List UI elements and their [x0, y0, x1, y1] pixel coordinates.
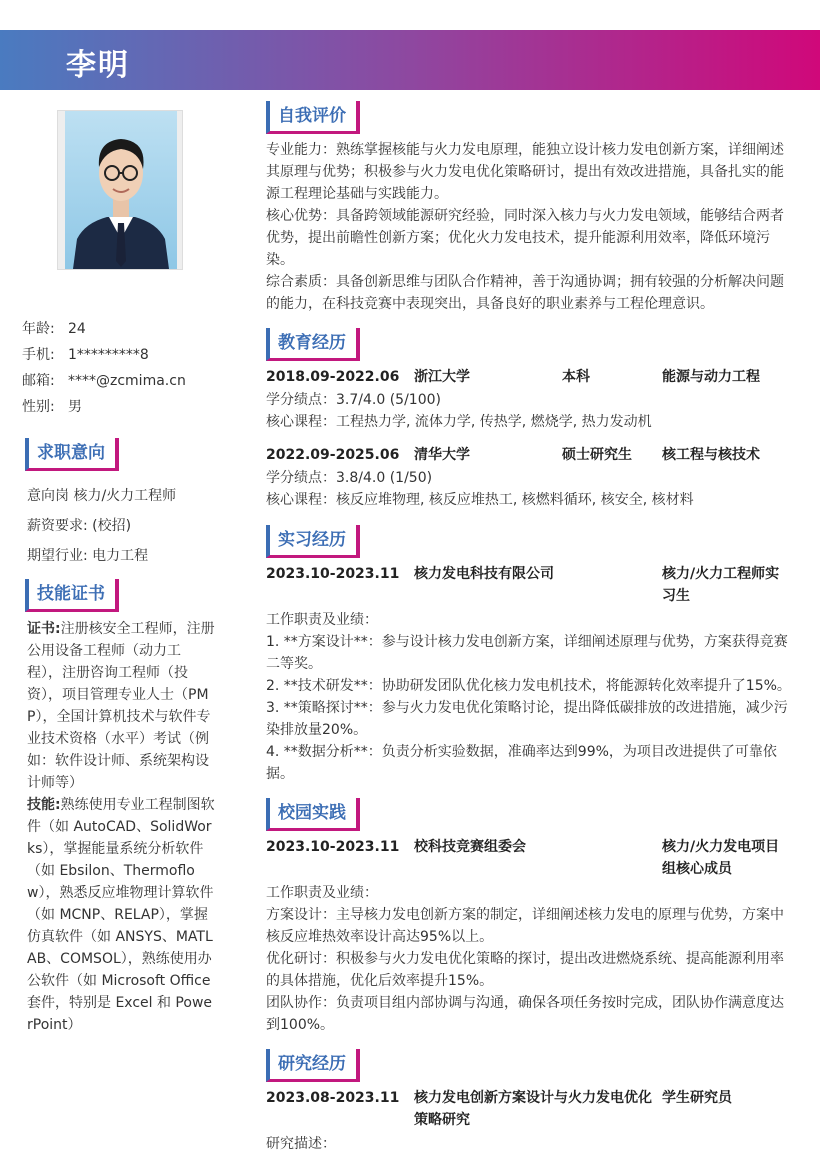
info-email: 邮箱: ****@zcmima.cn — [22, 373, 186, 389]
info-age: 年龄: 24 — [22, 321, 86, 337]
campus-row: 2023.10-2023.11 校科技竞赛组委会 核力/火力发电项目组核心成员 — [266, 839, 780, 877]
section-title-research: 研究经历 — [266, 1049, 360, 1082]
info-phone: 手机: 1*********8 — [22, 347, 149, 363]
section-title-intent: 求职意向 — [25, 438, 119, 471]
personal-info — [22, 316, 186, 420]
skills-details — [27, 618, 215, 1036]
research-row: 2023.08-2023.11 核力发电创新方案设计与火力发电优化策略研究 学生研究员 — [266, 1090, 732, 1128]
section-title-education: 教育经历 — [266, 328, 360, 361]
intern-details: 工作职责及业绩： 1. **方案设计**：参与设计核力发电创新方案，详细阐述原理与优势，方案获得竞赛二等奖。 2. **技术研发**：协助研发团队优化核力发电机技术，将能源转化效率提升了15%。 3. **策略探讨**：参与火力发电优化策略讨论，提出降低碳排放的改进措施，减少污染排放量20%。 4. **数据分析**：负责分析实验数据，准确率达到99%，为项目改进提供了可靠依据。 — [266, 612, 791, 782]
campus-details: 工作职责及业绩： 方案设计：主导核力发电创新方案的制定，详细阐述核力发电的原理与优势，方案中核反应堆热效率设计高达95%以上。 优化研讨：积极参与火力发电优化策略的探讨，提出改进燃烧系统、提高能源利用率的具体措施，优化后效率提升15%。 团队协作：负责项目组内部协调与沟通，确保各项任务按时完成，团队协作满意度达到100%。 — [266, 885, 784, 1033]
edu-details-2: 学分绩点：3.8/4.0 (1/50) 核心课程：核反应堆物理, 核反应堆热工, 核燃料循环, 核安全, 核材料 — [266, 470, 694, 508]
skill-block: 技能:熟练使用专业工程制图软件（如 AutoCAD、SolidWorks），掌握能量系统分析软件（如 Ebsilon、Thermoflow），熟悉反应堆物理计算软件（如 MCNP、RELAP），掌握仿真软件（如 ANSYS、MATLAB、COMSOL），熟练使用办公软件（如 Microsoft Office 套件，特别是 Excel 和 PowerPoint） — [27, 797, 215, 1033]
candidate-name: 李明 — [66, 48, 130, 83]
self-eval-text — [266, 139, 796, 315]
info-gender: 性别: 男 — [22, 399, 82, 415]
edu-details-1: 学分绩点：3.7/4.0 (5/100) 核心课程：工程热力学, 流体力学, 传热学, 燃烧学, 热力发动机 — [266, 392, 652, 430]
avatar — [65, 111, 177, 269]
intern-row: 2023.10-2023.11 核力发电科技有限公司 核力/火力工程师实习生 — [266, 566, 780, 604]
research-details: 研究描述： — [266, 1136, 336, 1152]
section-title-campus: 校园实践 — [266, 798, 360, 831]
intent-details — [27, 481, 215, 571]
self-eval-p1: 专业能力：熟练掌握核能与火力发电原理，能独立设计核力发电创新方案，详细阐述其原理与优势；积极参与火力发电优化策略研讨，提出有效改进措施，具备扎实的能源工程理论基础与实践能力。 — [266, 142, 784, 202]
cert-block: 证书:注册核安全工程师，注册公用设备工程师（动力工程），注册咨询工程师（投资），项目管理专业人士（PMP），全国计算机技术与软件专业技术资格（水平）考试（例如：软件设计师、系统架构设计师等） — [27, 621, 215, 791]
section-title-skills: 技能证书 — [25, 579, 119, 612]
section-title-self-eval: 自我评价 — [266, 101, 360, 134]
self-eval-p2: 核心优势：具备跨领域能源研究经验，同时深入核力与火力发电领域，能够结合两者优势，提出前瞻性创新方案；优化火力发电技术，提升能源利用效率，降低环境污染。 — [266, 208, 784, 268]
self-eval-p3: 综合素质：具备创新思维与团队合作精神，善于沟通协调；拥有较强的分析解决问题的能力，在科技竞赛中表现突出，具备良好的职业素养与工程伦理意识。 — [266, 274, 784, 312]
section-title-internship: 实习经历 — [266, 525, 360, 558]
intent-industry: 期望行业: 电力工程 — [27, 548, 149, 564]
intent-position: 意向岗 核力/火力工程师 — [27, 488, 177, 504]
header-band — [0, 30, 820, 90]
profile-photo — [57, 110, 183, 270]
intent-salary: 薪资要求: (校招) — [27, 518, 132, 534]
